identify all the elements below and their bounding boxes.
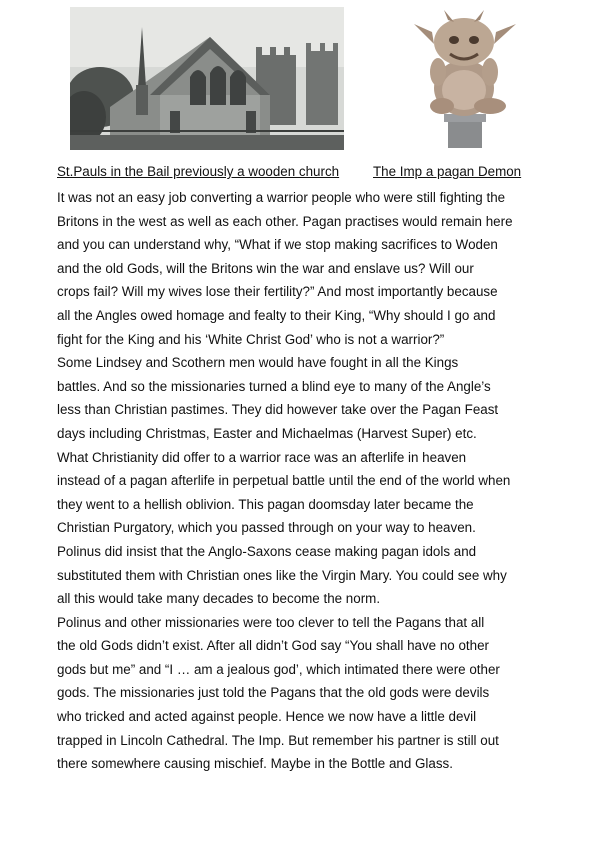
text-line: who tricked and acted against people. Hence we now have a little devil — [57, 709, 477, 725]
text-line: Christian Purgatory, which you passed through on your way to heaven. — [57, 520, 476, 536]
article-body — [57, 186, 547, 776]
imp-carving-illustration — [404, 10, 528, 150]
text-line: battles. And so the missionaries turned a blind eye to many of the Angle’s — [57, 378, 491, 394]
text-line: gods. The missionaries just told the Pagans that the old gods were devils — [57, 685, 490, 701]
text-line: Britons in the west as well as each other. Pagan practises would remain here — [57, 213, 513, 229]
text-line: Some Lindsey and Scothern men would have fought in all the Kings — [57, 355, 459, 371]
text-line: the old Gods didn’t exist. After all didn’t God say “You shall have no other — [57, 638, 489, 654]
text-line: instead of a pagan afterlife in perpetual battle until the end of the world when — [57, 473, 511, 489]
photo-captions — [57, 164, 547, 182]
text-line: Polinus did insist that the Anglo-Saxons cease making pagan idols and — [57, 543, 477, 559]
text-line: trapped in Lincoln Cathedral. The Imp. But remember his partner is still out — [57, 732, 499, 748]
text-line: all the Angles owed homage and fealty to their King, “Why should I go and — [57, 307, 496, 323]
text-line: all this would take many decades to become the norm. — [57, 591, 381, 607]
church-illustration — [70, 7, 344, 150]
text-line: crops fail? Will my wives lose their fertility?” And most importantly because — [57, 284, 498, 300]
text-line: days including Christmas, Easter and Michaelmas (Harvest Super) etc. — [57, 425, 477, 441]
imp-photo — [404, 10, 528, 150]
text-line: Polinus and other missionaries were too clever to tell the Pagans that all — [57, 614, 485, 630]
text-line: there somewhere causing mischief. Maybe in the Bottle and Glass. — [57, 756, 453, 772]
church-caption: St.Pauls in the Bail previously a wooden church — [57, 164, 340, 179]
text-line: substituted them with Christian ones like the Virgin Mary. You could see why — [57, 567, 507, 583]
church-photo — [70, 7, 344, 150]
text-line: less than Christian pastimes. They did however take over the Pagan Feast — [57, 402, 499, 418]
text-line: What Christianity did offer to a warrior race was an afterlife in heaven — [57, 449, 467, 465]
imp-caption: The Imp a pagan Demon — [373, 164, 522, 179]
text-line: and the old Gods, will the Britons win the war and enslave us? Will our — [57, 260, 474, 276]
text-line: fight for the King and his ‘White Christ God’ who is not a warrior?” — [57, 331, 445, 347]
text-line: It was not an easy job converting a warrior people who were still fighting the — [57, 190, 506, 205]
text-line: gods but me” and “I … am a jealous god’, which intimated there were other — [57, 661, 500, 677]
text-line: they went to a hellish oblivion. This pagan doomsday later became the — [57, 496, 474, 512]
text-line: and you can understand why, “What if we stop making sacrifices to Woden — [57, 237, 498, 253]
